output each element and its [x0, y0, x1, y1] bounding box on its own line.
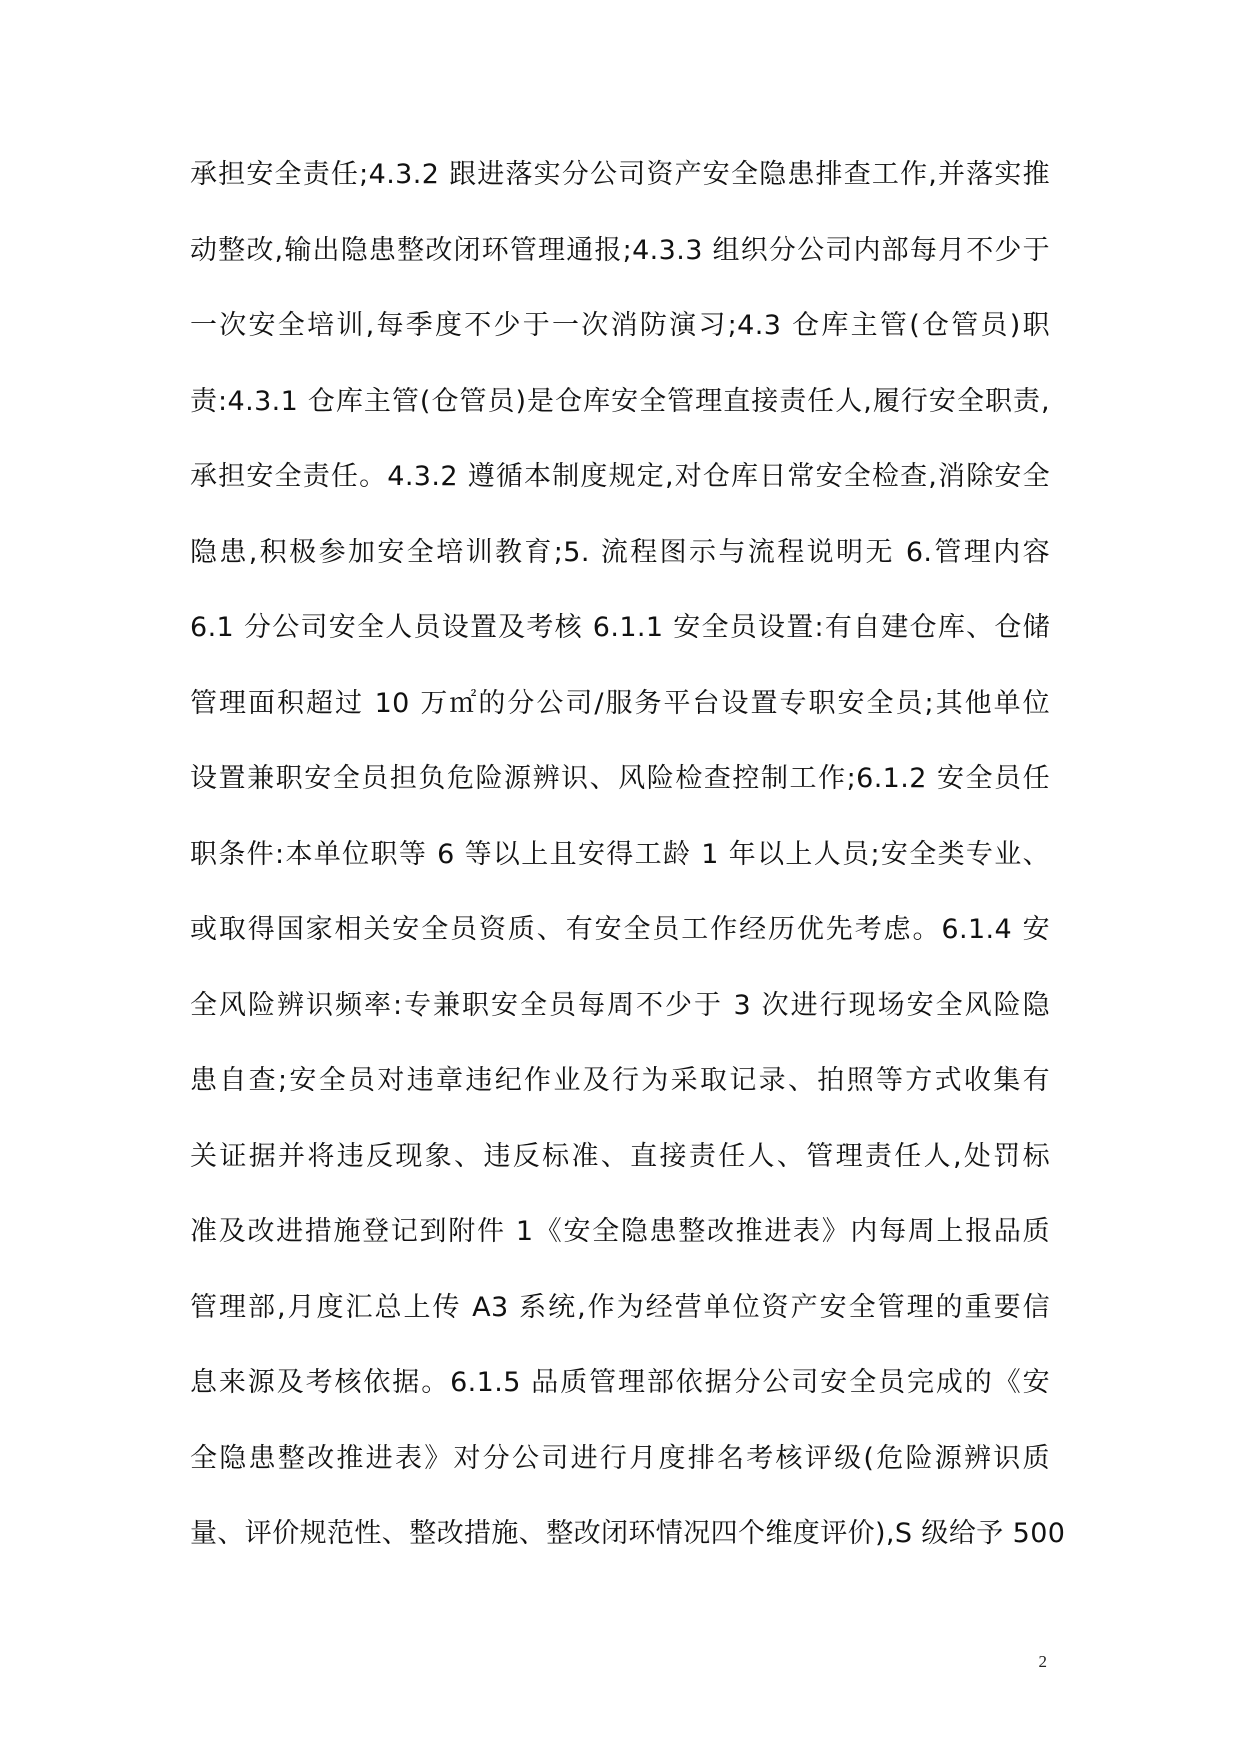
- text-line-3: 一次安全培训,每季度不少于一次消防演习;4.3 仓库主管(仓管员)职: [190, 310, 1050, 341]
- text-line-9: 设置兼职安全员担负危险源辨识、风险检查控制工作;6.1.2 安全员任: [190, 763, 1050, 794]
- text-line-16: 管理部,月度汇总上传 A3 系统,作为经营单位资产安全管理的重要信: [190, 1291, 1050, 1323]
- text-line-11: 或取得国家相关安全员资质、有安全员工作经历优先考虑。6.1.4 安: [190, 914, 1050, 945]
- text-line-2: 动整改,输出隐患整改闭环管理通报;4.3.3 组织分公司内部每月不少于: [190, 234, 1050, 266]
- text-line-7: 6.1 分公司安全人员设置及考核 6.1.1 安全员设置:有自建仓库、仓储: [190, 612, 1050, 643]
- text-line-13: 患自查;安全员对违章违纪作业及行为采取记录、拍照等方式收集有: [190, 1065, 1050, 1096]
- text-line-17: 息来源及考核依据。6.1.5 品质管理部依据分公司安全员完成的《安: [190, 1367, 1050, 1398]
- text-line-6: 隐患,积极参加安全培训教育;5. 流程图示与流程说明无 6.管理内容: [190, 536, 1050, 568]
- text-line-5: 承担安全责任。4.3.2 遵循本制度规定,对仓库日常安全检查,消除安全: [190, 461, 1050, 492]
- text-line-14: 关证据并将违反现象、违反标准、直接责任人、管理责任人,处罚标: [190, 1140, 1050, 1172]
- text-line-10: 职条件:本单位职等 6 等以上且安得工龄 1 年以上人员;安全类专业、: [190, 838, 1050, 870]
- text-line-4: 责:4.3.1 仓库主管(仓管员)是仓库安全管理直接责任人,履行安全职责,: [190, 385, 1050, 417]
- text-line-12: 全风险辨识频率:专兼职安全员每周不少于 3 次进行现场安全风险隐: [190, 989, 1050, 1021]
- page-number: 2: [1038, 1652, 1047, 1671]
- text-line-8: 管理面积超过 10 万㎡的分公司/服务平台设置专职安全员;其他单位: [190, 687, 1050, 719]
- text-line-19: 量、评价规范性、整改措施、整改闭环情况四个维度评价),S 级给予 500: [190, 1518, 1066, 1549]
- text-line-15: 准及改进措施登记到附件 1《安全隐患整改推进表》内每周上报品质: [190, 1216, 1050, 1247]
- text-line-1: 承担安全责任;4.3.2 跟进落实分公司资产安全隐患排查工作,并落实推: [190, 159, 1050, 190]
- text-line-18: 全隐患整改推进表》对分公司进行月度排名考核评级(危险源辨识质: [190, 1442, 1050, 1474]
- body-text: [190, 146, 1066, 1581]
